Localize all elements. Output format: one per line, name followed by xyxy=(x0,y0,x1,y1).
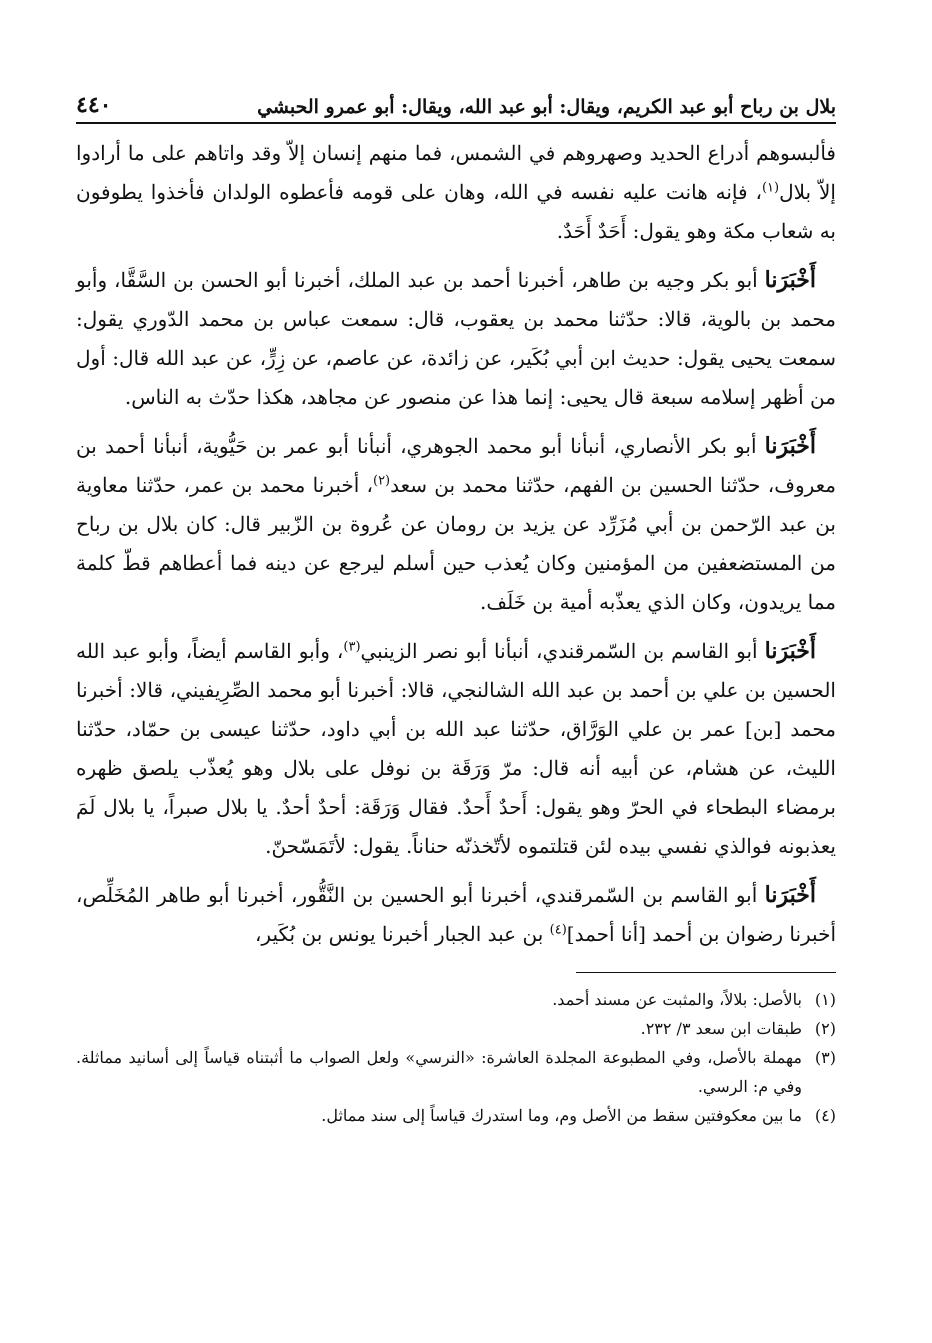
footnote-ref-2: (٢) xyxy=(372,473,391,489)
footnote-number: (٣) xyxy=(814,1048,836,1067)
footnote-item xyxy=(76,985,836,1014)
paragraph-2 xyxy=(76,261,836,417)
running-header xyxy=(76,78,836,124)
page-number: ٤٤٠ xyxy=(76,92,112,118)
paragraph-4-lead: أَخْبَرَنا xyxy=(764,638,816,664)
footnote-text: طبقات ابن سعد ٣/ ٢٣٢. xyxy=(640,1019,802,1038)
footnotes-list xyxy=(76,985,836,1130)
paragraph-4-text-a: أبو القاسم بن السّمرقندي، أنبأنا أبو نصر الزينبي xyxy=(360,639,765,663)
paragraph-3-lead: أَخْبَرَنا xyxy=(764,433,816,459)
paragraph-4 xyxy=(76,632,836,866)
paragraph-5-lead: أَخْبَرَنا xyxy=(764,882,816,908)
footnote-item xyxy=(76,1101,836,1130)
paragraph-3-text-a: أبو بكر الأنصاري، أنبأنا أبو محمد الجوهري، أنبأنا أبو عمر بن حَيُّوية، أنبأنا أحمد بن معروف، حدّثنا الحسين بن الفهم، حدّثنا محمد بن سعد xyxy=(76,434,836,497)
paragraph-5-text-a: أبو القاسم بن السّمرقندي، أخبرنا أبو الحسين بن النَّقُّور، أخبرنا أبو طاهر المُخَلِّص، أخبرنا رضوان بن أحمد [أنا أحمد] xyxy=(76,883,836,946)
footnote-text: بالأصل: بلالاً، والمثبت عن مسند أحمد. xyxy=(552,990,802,1009)
paragraph-3 xyxy=(76,427,836,622)
footnote-ref-4: (٤) xyxy=(549,922,567,938)
footnote-divider xyxy=(576,972,836,973)
paragraph-3-text-b: ، أخبرنا محمد بن عمر، حدّثنا معاوية بن عبد الرّحمن بن أبي مُزَرِّد عن يزيد بن رومان عن عُروة بن الزّبير قال: كان بلال بن رباح من المستضعفين من المؤمنين وكان يُعذب حين أسلم ليرجع عن دينه فما أعطاهم قطّ كلمة مما يريدون، وكان الذي يعذّبه أمية بن خَلَف. xyxy=(76,473,836,614)
footnote-number: (٢) xyxy=(814,1019,836,1038)
paragraph-5-text-b: بن عبد الجبار أخبرنا يونس بن بُكَير، xyxy=(254,922,550,946)
footnote-ref-3: (٣) xyxy=(343,639,361,655)
footnote-text: ما بين معكوفتين سقط من الأصل وم، وما استدرك قياساً إلى سند مماثل. xyxy=(321,1106,802,1125)
paragraph-2-lead: أَخْبَرَنا xyxy=(764,267,816,293)
running-title: بلال بن رباح أبو عبد الكريم، ويقال: أبو عبد الله، ويقال: أبو عمرو الحبشي xyxy=(257,96,836,118)
paragraph-2-text: أبو بكر وجيه بن طاهر، أخبرنا أحمد بن عبد الملك، أخبرنا أبو الحسن بن السَّقَّا، وأبو محمد بن بالوية، قالا: حدّثنا محمد بن يعقوب، قال: سمعت عباس بن محمد الدّوري يقول: سمعت يحيى يقول: حديث ابن أبي بُكَير، عن زائدة، عن عاصم، عن زِرٍّ، عن عبد الله قال: أول من أظهر إسلامه سبعة قال يحيى: إنما هذا عن منصور عن مجاهد، هكذا حدّث به الناس. xyxy=(76,268,836,409)
footnote-number: (٤) xyxy=(814,1106,836,1125)
footnote-item xyxy=(76,1014,836,1043)
paragraph-4-text-b: ، وأبو القاسم أيضاً، وأبو عبد الله الحسين بن علي بن أحمد بن عبد الله الشالنجي، قالا: أخبرنا أبو محمد الصِّرِيفيني، قالا: أخبرنا محمد [بن] عمر بن علي الوَرَّاق، حدّثنا عبد الله بن أبي داود، حدّثنا عيسى بن حمّاد، حدّثنا الليث، عن هشام، عن أبيه أنه قال: مرّ وَرَقَة بن نوفل على بلال وهو يُعذّب يلصق ظهره برمضاء البطحاء في الحرّ وهو يقول: أَحدٌ أَحدٌ. فقال وَرَقَة: أحدٌ أحدٌ. يا بلال صبراً، يا بلال لَمَ يعذبونه فوالذي نفسي بيده لئن قتلتموه لأتّخذنّه حناناً. يقول: لأتَمَسّحنّ. xyxy=(76,639,836,858)
paragraph-1-rest: ، فإنه هانت عليه نفسه في الله، وهان على قومه فأعطوه الولدان فأخذوا يطوفون به شعاب مكة وهو يقول: أَحَدٌ أَحَدٌ. xyxy=(76,180,836,243)
main-text xyxy=(76,134,836,954)
book-page xyxy=(76,78,836,1318)
footnote-text: مهملة بالأصل، وفي المطبوعة المجلدة العاشرة: «النرسي» ولعل الصواب ما أثبتناه قياساً إلى أسانيد مماثلة. وفي م: الرسي. xyxy=(76,1048,802,1096)
footnote-number: (١) xyxy=(814,990,836,1009)
paragraph-1 xyxy=(76,134,836,251)
footnote-item xyxy=(76,1043,836,1101)
paragraph-1-text: فألبسوهم أدراع الحديد وصهروهم في الشمس، فما منهم إنسان إلاّ وقد واتاهم على ما أرادوا إلاّ بلال xyxy=(76,141,836,204)
paragraph-5 xyxy=(76,876,836,954)
footnote-ref-1: (١) xyxy=(761,180,780,196)
